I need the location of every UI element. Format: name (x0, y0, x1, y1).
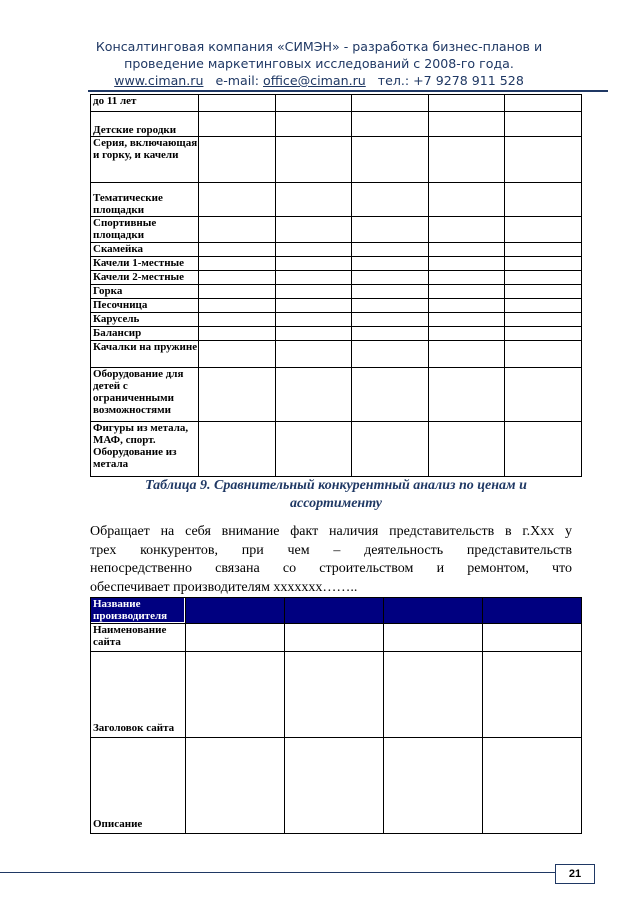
table-row (91, 368, 582, 422)
row-label: Фигуры из метала, МАФ, спорт. Оборудование из метала (91, 422, 199, 477)
table-row (91, 217, 582, 243)
site-title-label: Заголовок сайта (91, 652, 186, 738)
caption-line-1: Таблица 9. Сравнительный конкурентный анализ по ценам и (145, 478, 527, 493)
header-cell (384, 598, 483, 624)
table-row (91, 299, 582, 313)
table-row (91, 183, 582, 217)
row-label: Горка (91, 285, 199, 299)
table-row (91, 95, 582, 112)
table-row (91, 313, 582, 327)
row-label: Серия, включающая и горку, и качели (91, 137, 199, 183)
table-caption (90, 477, 582, 513)
row-label: Детские городки (91, 112, 199, 137)
table-row (91, 243, 582, 257)
site-name-label: Наименование сайта (91, 624, 186, 652)
table-row (91, 112, 582, 137)
row-label: Песочница (91, 299, 199, 313)
footer-divider (0, 872, 555, 873)
table-row (91, 137, 582, 183)
paragraph-line: трех конкурентов, при чем – деятельность представительств (90, 542, 572, 558)
row-label: Качели 1-местные (91, 257, 199, 271)
row-label: Скамейка (91, 243, 199, 257)
header-divider (88, 90, 608, 92)
phone-number: тел.: +7 9278 911 528 (377, 73, 524, 88)
table-row (91, 271, 582, 285)
row-label: Спортивные площадки (91, 217, 199, 243)
paragraph-line: Обращает на себя внимание факт наличия представительств в г.Ххх у (90, 524, 572, 539)
row-label: до 11 лет (91, 95, 199, 112)
table-row (91, 624, 582, 652)
website-link[interactable]: www.ciman.ru (114, 73, 204, 88)
table-row (91, 341, 582, 368)
email-label: e-mail: (215, 73, 260, 88)
row-label: Оборудование для детей с ограниченными возможностями (91, 368, 199, 422)
header-line-2: проведение маркетинговых исследований с 2008-го года. (124, 56, 514, 71)
body-paragraph (90, 523, 572, 597)
page-number: 21 (555, 864, 595, 884)
table-row (91, 285, 582, 299)
caption-line-2: ассортименту (290, 496, 382, 511)
table-row (91, 652, 582, 738)
email-link[interactable]: office@ciman.ru (263, 73, 366, 88)
paragraph-line: обеспечивает производителям ххххххх…….. (90, 579, 358, 595)
row-label: Качалки на пружине (91, 341, 199, 368)
table-row (91, 257, 582, 271)
row-label: Карусель (91, 313, 199, 327)
manufacturer-name-label: Название производителя (91, 598, 185, 622)
table-header-row (91, 598, 582, 624)
equipment-table (90, 94, 582, 477)
table-row (91, 738, 582, 834)
row-label: Качели 2-местные (91, 271, 199, 285)
row-label: Тематические площадки (91, 183, 199, 217)
paragraph-line: непосредственно связана со строительством и ремонтом, что (90, 561, 572, 576)
row-label: Балансир (91, 327, 199, 341)
header-cell (186, 598, 285, 624)
header-line-1: Консалтинговая компания «СИМЭН» - разработка бизнес-планов и (95, 39, 543, 54)
header-cell (91, 598, 186, 624)
header-cell (483, 598, 582, 624)
competitor-sites-table (90, 597, 582, 834)
page-header (0, 38, 638, 89)
table-row (91, 327, 582, 341)
header-cell (285, 598, 384, 624)
description-label: Описание (91, 738, 186, 834)
table-row (91, 422, 582, 477)
header-contacts (0, 72, 638, 89)
